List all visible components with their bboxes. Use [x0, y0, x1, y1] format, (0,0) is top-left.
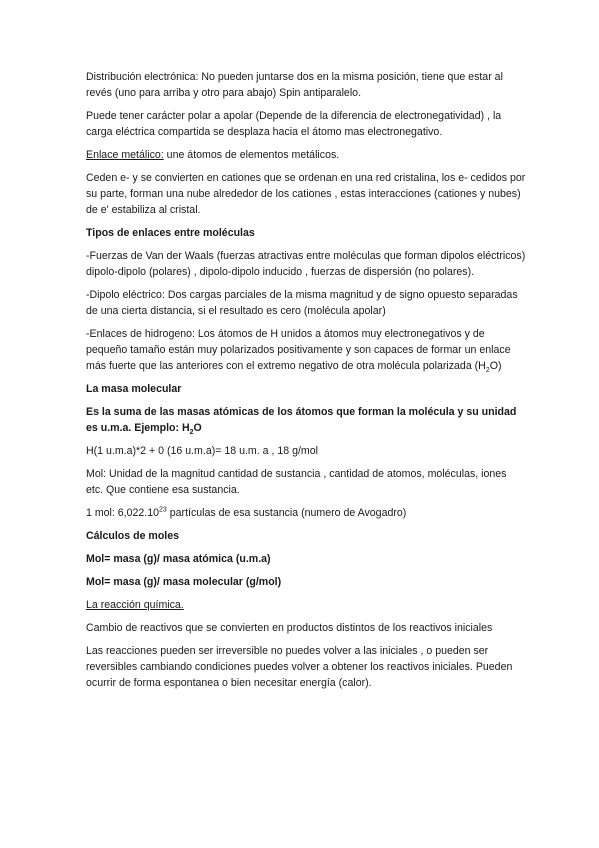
masa-definicion-subscript: 2 — [189, 429, 194, 437]
heading-enlace-metalico: Enlace metálico: — [86, 149, 164, 161]
avogadro-end: partículas de esa sustancia (numero de Avogadro) — [166, 507, 407, 519]
heading-calculos-moles: Cálculos de moles — [86, 530, 180, 542]
avogadro-exponent: 23 — [159, 506, 167, 514]
paragraph-dipolo: -Dipolo eléctrico: Dos cargas parciales de la misma magnitud y de signo opuesto separadas de una cierta distancia, si el resultado es cero (molécula apolar) — [86, 289, 518, 317]
hidrogeno-text: -Enlaces de hidrogeno: Los átomos de H unidos a átomos muy electronegativos y de pequeño tamaño están muy polarizados positivamente y son capaces de formar un enlace más fuerte que las anteriores con el extremo negativo de otra molécula polarizada (H — [86, 328, 511, 372]
paragraph-distribucion: Distribución electrónica: No pueden juntarse dos en la misma posición, tiene que estar al revés (uno para arriba y otro para abajo) Spin antiparalelo. — [86, 71, 503, 99]
document-page — [86, 69, 526, 698]
avogadro-text: 1 mol: 6,022.10 — [86, 507, 160, 519]
paragraph-cambio-reactivos: Cambio de reactivos que se convierten en productos distintos de los reactivos iniciales — [86, 622, 493, 634]
paragraph-masa-definicion — [86, 404, 526, 436]
heading-reaccion-quimica: La reacción química. — [86, 599, 184, 611]
hidrogeno-subscript: 2 — [485, 367, 490, 375]
paragraph-mol: Mol: Unidad de la magnitud cantidad de sustancia , cantidad de atomos, moléculas, iones etc. Que contiene esa sustancia. — [86, 468, 507, 496]
masa-definicion-text: Es la suma de las masas atómicas de los átomos que forman la molécula y su unidad es u.m.a. Ejemplo: H — [86, 406, 517, 434]
paragraph-polar: Puede tener carácter polar a apolar (Depende de la diferencia de electronegatividad) , la carga eléctrica compartida se desplaza hacia el átomo mas electronegativo. — [86, 110, 502, 138]
paragraph-avogadro — [86, 505, 526, 521]
masa-definicion-end: O — [193, 422, 202, 434]
paragraph-hidrogeno — [86, 326, 526, 374]
heading-tipos-enlaces: Tipos de enlaces entre moléculas — [86, 227, 255, 239]
heading-masa-molecular: La masa molecular — [86, 383, 182, 395]
formula-masa-molecular: Mol= masa (g)/ masa molecular (g/mol) — [86, 576, 282, 588]
paragraph-reacciones: Las reacciones pueden ser irreversible no puedes volver a las iniciales , o pueden ser reversibles cambiando condiciones puedes volver a obtener los reactivos iniciales. Pueden ocurrir de forma espontanea o bien necesitar energía (calor). — [86, 645, 513, 689]
paragraph-calculo-h: H(1 u.m.a)*2 + 0 (16 u.m.a)= 18 u.m. a , 18 g/mol — [86, 445, 318, 457]
paragraph-cationes: Ceden e- y se convierten en cationes que se ordenan en una red cristalina, los e- cedidos por su parte, forman una nube alrededor de los cationes , estas interacciones (cationes y nubes) de e' estabiliza al cristal. — [86, 172, 526, 216]
paragraph-van-der-waals: -Fuerzas de Van der Waals (fuerzas atractivas entre moléculas que forman dipolos eléctricos) dipolo-dipolo (polares) , dipolo-dipolo inducido , fuerzas de dispersión (no polares). — [86, 250, 526, 278]
paragraph-enlace-metalico — [86, 147, 526, 163]
hidrogeno-end: O) — [489, 360, 502, 372]
enlace-metalico-text: une átomos de elementos metálicos. — [163, 149, 340, 161]
formula-masa-atomica: Mol= masa (g)/ masa atómica (u.m.a) — [86, 553, 271, 565]
